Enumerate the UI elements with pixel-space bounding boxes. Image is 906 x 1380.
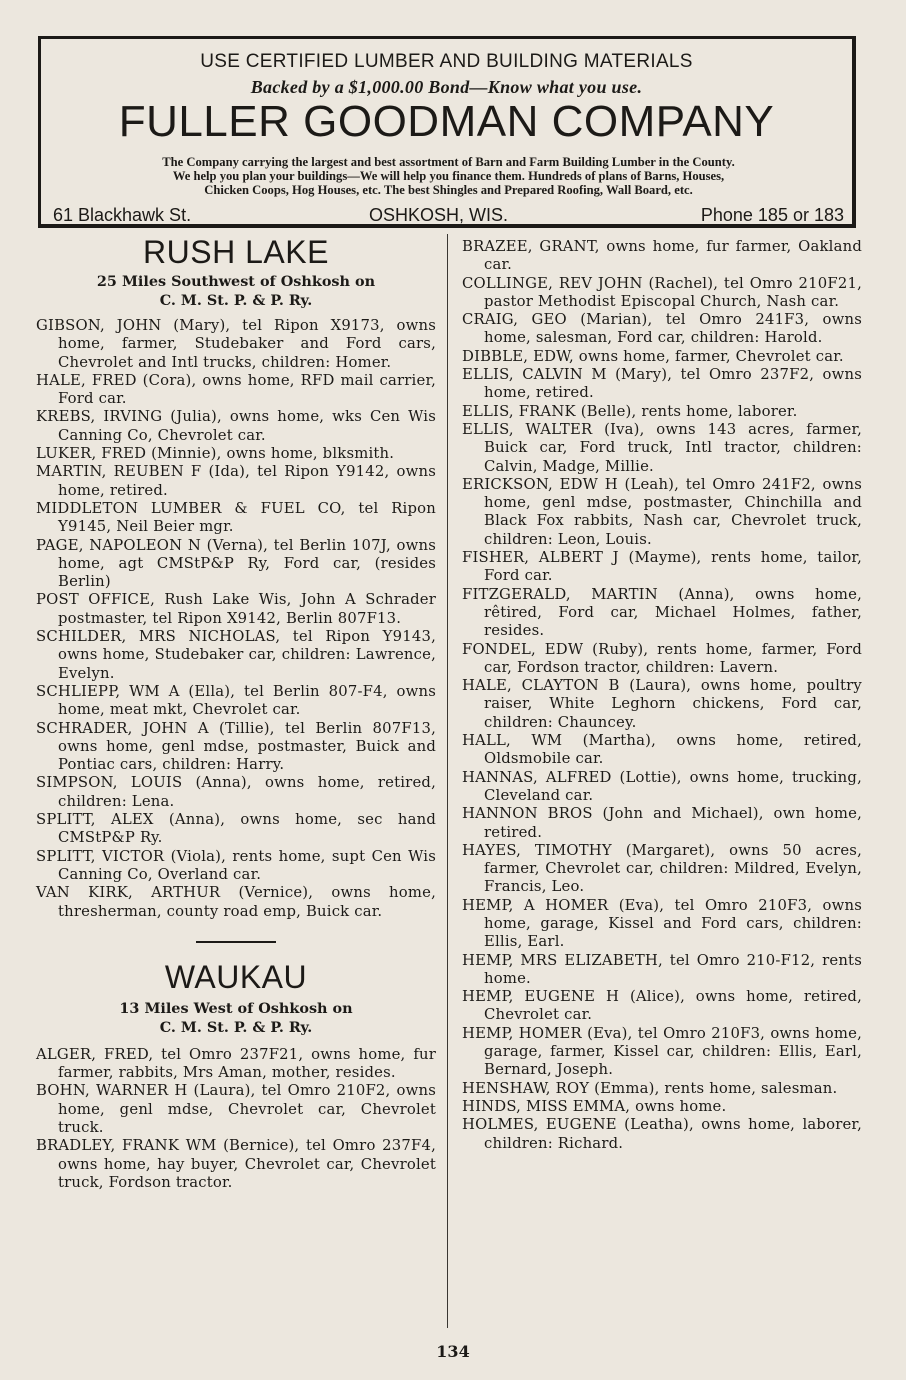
section-title-waukau: WAUKAU — [164, 958, 308, 995]
directory-entry: HAYES, TIMOTHY (Margaret), owns 50 acres, farmer, Chevrolet car, children: Mildred, Evelyn, Francis, Leo. — [462, 841, 862, 896]
directory-entry: HANNAS, ALFRED (Lottie), owns home, trucking, Cleveland car. — [462, 768, 862, 804]
directory-entry: HANNON BROS (John and Michael), own home, retired. — [462, 805, 862, 841]
directory-entry: BOHN, WARNER H (Laura), tel Omro 210F2, owns home, genl mdse, Chevrolet car, Chevrolet truck. — [36, 1082, 436, 1136]
directory-entry: HEMP, A HOMER (Eva), tel Omro 210F3, owns home, garage, Kissel and Ford cars, children: Ellis, Earl. — [462, 896, 862, 951]
directory-entry: HEMP, MRS ELIZABETH, tel Omro 210-F12, rents home. — [462, 951, 862, 987]
waukau-listing — [36, 1046, 436, 1192]
directory-entry: HOLMES, EUGENE (Leatha), owns home, laborer, children: Richard. — [462, 1116, 862, 1152]
directory-entry: ALGER, FRED, tel Omro 237F21, owns home, fur farmer, rabbits, Mrs Aman, mother, resides. — [36, 1045, 436, 1082]
directory-entry: ELLIS, FRANK (Belle), rents home, laborer. — [462, 402, 798, 420]
ad-company-name: FULLER GOODMAN COMPANY — [118, 97, 775, 146]
directory-entry: BRAZEE, GRANT, owns home, fur farmer, Oakland car. — [462, 238, 862, 274]
directory-entry: ERICKSON, EDW H (Leah), tel Omro 241F2, owns home, genl mdse, postmaster, Chinchilla and Black Fox rabbits, Nash car, Chevrolet truck, children: Leon, Louis. — [462, 475, 862, 548]
directory-entry: BRADLEY, FRANK WM (Bernice), tel Omro 237F4, owns home, hay buyer, Chevrolet car, Chevrolet truck, Fordson tractor. — [36, 1137, 436, 1191]
ad-footer — [53, 205, 844, 227]
ad-description-line: The Company carrying the largest and best assortment of Barn and Farm Building Lumber in the County. — [162, 155, 735, 169]
ad-city: OSHKOSH, WIS. — [369, 205, 509, 225]
directory-entry: SPLITT, ALEX (Anna), owns home, sec hand CMStP&P Ry. — [36, 811, 436, 847]
section-subtitle: C. M. St. P. & P. Ry. — [159, 292, 313, 309]
ad-phone: Phone 185 or 183 — [700, 205, 844, 225]
page-number: 134 — [436, 1342, 470, 1361]
advertisement-box — [38, 36, 856, 228]
directory-entry: FISHER, ALBERT J (Mayme), rents home, tailor, Ford car. — [462, 549, 862, 585]
directory-entry: CRAIG, GEO (Marian), tel Omro 241F3, owns home, salesman, Ford car, children: Harold. — [462, 311, 862, 347]
ad-headline: USE CERTIFIED LUMBER AND BUILDING MATERIALS — [200, 51, 693, 72]
directory-entry: SCHRADER, JOHN A (Tillie), tel Berlin 807F13, owns home, genl mdse, postmaster, Buick and Pontiac cars, children: Harry. — [36, 719, 436, 774]
section-title-rush-lake: RUSH LAKE — [143, 234, 329, 270]
section-separator — [196, 941, 276, 943]
directory-entry: LUKER, FRED (Minnie), owns home, blksmith. — [36, 445, 395, 463]
directory-entry: MIDDLETON LUMBER & FUEL CO, tel Ripon Y9145, Neil Beier mgr. — [36, 499, 436, 536]
ad-address: 61 Blackhawk St. — [53, 205, 192, 225]
ad-description-line: We help you plan your buildings—We will help you finance them. Hundreds of plans of Barns, Houses, — [172, 169, 725, 183]
directory-entry: MARTIN, REUBEN F (Ida), tel Ripon Y9142, owns home, retired. — [36, 463, 436, 499]
directory-entry: HEMP, EUGENE H (Alice), owns home, retired, Chevrolet car. — [462, 988, 862, 1024]
ad-tagline: Backed by a $1,000.00 Bond—Know what you use. — [250, 77, 643, 97]
directory-entry: PAGE, NAPOLEON N (Verna), tel Berlin 107J, owns home, agt CMStP&P Ry, Ford car, (resides Berlin) — [36, 536, 436, 591]
directory-entry: SPLITT, VICTOR (Viola), rents home, supt Cen Wis Canning Co, Overland car. — [36, 847, 436, 883]
directory-entry: POST OFFICE, Rush Lake Wis, John A Schrader postmaster, tel Ripon X9142, Berlin 807F13. — [36, 591, 436, 627]
directory-entry: SCHILDER, MRS NICHOLAS, tel Ripon Y9143, owns home, Studebaker car, children: Lawrence, Evelyn. — [36, 628, 436, 682]
ad-description — [53, 155, 844, 197]
section-subtitle: C. M. St. P. & P. Ry. — [159, 1018, 313, 1036]
directory-entry: FITZGERALD, MARTIN (Anna), owns home, rêtired, Ford car, Michael Holmes, father, resides. — [462, 585, 862, 640]
directory-entry: HINDS, MISS EMMA, owns home. — [462, 1097, 727, 1115]
right-column — [462, 238, 862, 1153]
directory-entry: VAN KIRK, ARTHUR (Vernice), owns home, thresherman, county road emp, Buick car. — [36, 884, 436, 920]
section-subtitle: 13 Miles West of Oshkosh on — [119, 999, 353, 1017]
directory-entry: FONDEL, EDW (Ruby), rents home, farmer, Ford car, Fordson tractor, children: Lavern. — [462, 640, 862, 676]
directory-entry: COLLINGE, REV JOHN (Rachel), tel Omro 210F21, pastor Methodist Episcopal Church, Nash car. — [462, 274, 862, 310]
directory-entry: ELLIS, WALTER (Iva), owns 143 acres, farmer, Buick car, Ford truck, Intl tractor, children: Calvin, Madge, Millie. — [462, 420, 862, 475]
directory-entry: HALL, WM (Martha), owns home, retired, Oldsmobile car. — [462, 732, 862, 768]
directory-entry: HALE, CLAYTON B (Laura), owns home, poultry raiser, White Leghorn chickens, Ford car, children: Chauncey. — [462, 677, 862, 731]
directory-entry: KREBS, IRVING (Julia), owns home, wks Cen Wis Canning Co, Chevrolet car. — [36, 408, 436, 444]
directory-entry: GIBSON, JOHN (Mary), tel Ripon X9173, owns home, farmer, Studebaker and Ford cars, Chevrolet and Intl trucks, children: Homer. — [36, 317, 436, 371]
directory-entry: ELLIS, CALVIN M (Mary), tel Omro 237F2, owns home, retired. — [462, 366, 862, 402]
rush-lake-listing — [36, 317, 436, 921]
directory-entry: HENSHAW, ROY (Emma), rents home, salesman. — [462, 1079, 838, 1097]
directory-entry: HEMP, HOMER (Eva), tel Omro 210F3, owns home, garage, farmer, Kissel car, children: Ellis, Earl, Bernard, Joseph. — [462, 1024, 862, 1079]
directory-entry: HALE, FRED (Cora), owns home, RFD mail carrier, Ford car. — [36, 371, 436, 408]
section-subtitle: 25 Miles Southwest of Oshkosh on — [96, 273, 376, 290]
directory-entry: SCHLIEPP, WM A (Ella), tel Berlin 807-F4, owns home, meat mkt, Chevrolet car. — [36, 682, 436, 719]
ad-description-line: Chicken Coops, Hog Houses, etc. The best Shingles and Prepared Roofing, Wall Board, etc. — [204, 183, 693, 197]
directory-entry: SIMPSON, LOUIS (Anna), owns home, retired, children: Lena. — [36, 774, 436, 810]
left-column — [36, 234, 436, 1192]
directory-entry: DIBBLE, EDW, owns home, farmer, Chevrolet car. — [462, 347, 844, 365]
waukau-listing-continued — [462, 238, 862, 1153]
column-divider — [447, 234, 448, 1328]
